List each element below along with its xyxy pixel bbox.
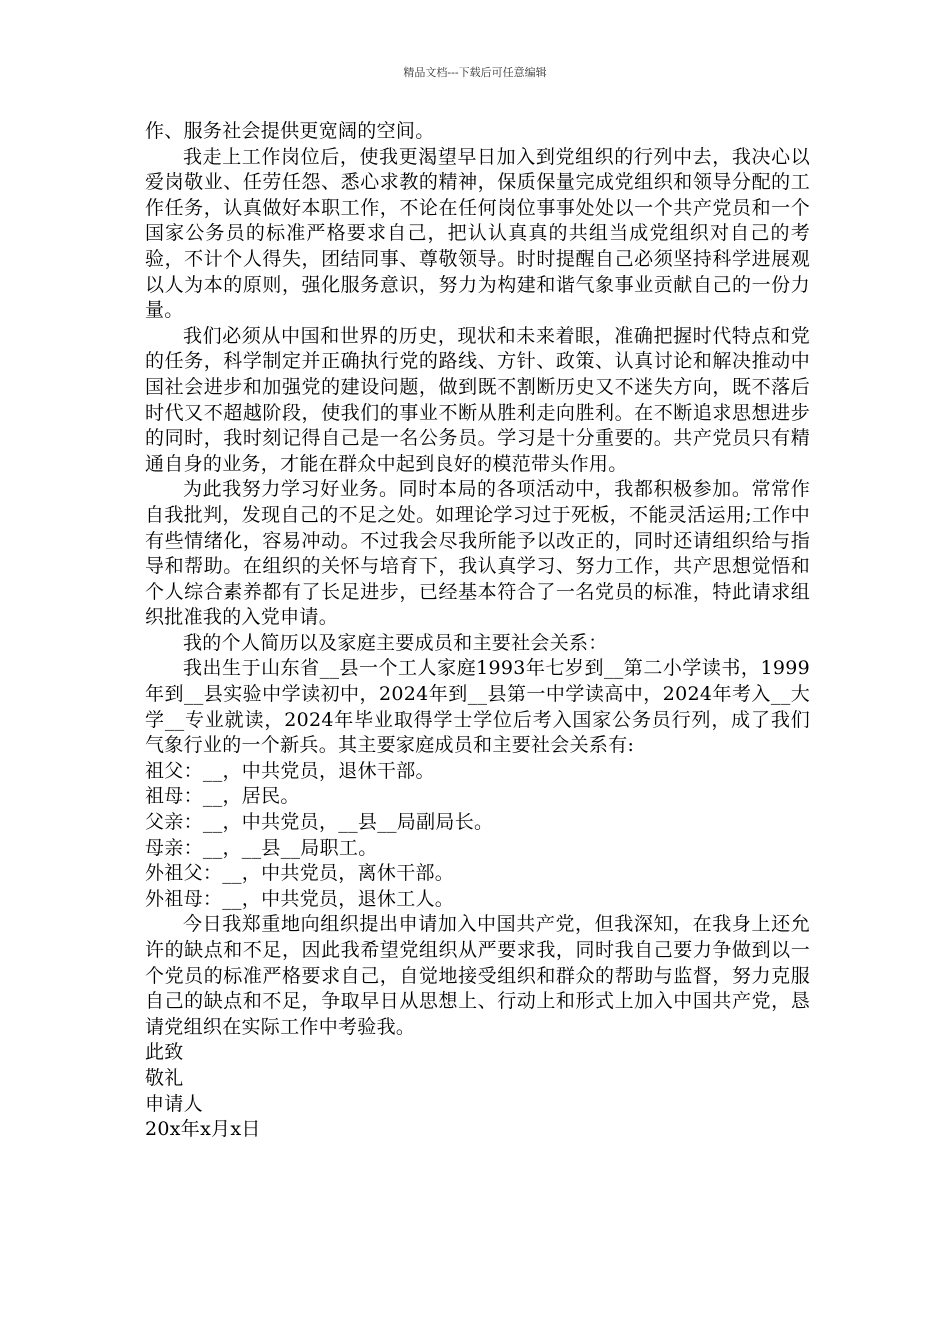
paragraph-work-commitment: 我走上工作岗位后，使我更渴望早日加入到党组织的行列中去，我决心以爱岗敬业、任劳任怨、悉心求教的精神，保质保量完成党组织和领导分配的工作任务，认真做好本职工作，不论在任何岗位事事处处以一个共产党员和一个国家公务员的标准严格要求自己，把认认真真的共组当成党组织对自己的考验，不计个人得失，团结同事、尊敬领导。时时提醒自己必须坚持科学进展观以人为本的原则，强化服务意识，努力为构建和谐气象事业贡献自己的一份力量。 (145, 145, 810, 322)
family-maternal-grandmother: 外祖母：__，中共党员，退休工人。 (145, 887, 455, 910)
family-maternal-grandfather: 外祖父：__，中共党员，离休干部。 (145, 862, 455, 885)
closing-salutation-2: 敬礼 (145, 1066, 184, 1089)
page-header: 精品文档---下载后可任意编辑 (403, 66, 547, 79)
family-father: 父亲：__，中共党员，__县__局副局长。 (145, 811, 494, 834)
closing-date: 20x年x月x日 (145, 1118, 261, 1141)
paragraph-final-request: 今日我郑重地向组织提出申请加入中国共产党，但我深知，在我身上还允许的缺点和不足，因此我希望党组织从严要求我，同时我自己要力争做到以一个党员的标准严格要求自己，自觉地接受组织和群众的帮助与监督，努力克服自己的缺点和不足，争取早日从思想上、行动上和形式上加入中国共产党，恳请党组织在实际工作中考验我。 (145, 913, 810, 1038)
document-body (145, 119, 810, 1143)
paragraph-self-criticism: 为此我努力学习好业务。同时本局的各项活动中，我都积极参加。常常作自我批判，发现自己的不足之处。如理论学习过于死板，不能灵活运用;工作中有些情绪化，容易冲动。不过我会尽我所能予以改正的，同时还请组织给与指导和帮助。在组织的关怀与培育下，我认真学习、努力工作，共产思想觉悟和个人综合素养都有了长足进步，已经基本符合了一名党员的标准，特此请求组织批准我的入党申请。 (145, 478, 810, 629)
closing-applicant: 申请人 (145, 1092, 203, 1115)
paragraph-history-perspective: 我们必须从中国和世界的历史，现状和未来着眼，准确把握时代特点和党的任务，科学制定并正确执行党的路线、方针、政策、认真讨论和解决推动中国社会进步和加强党的建设问题，做到既不割断历史又不迷失方向，既不落后时代又不超越阶段，使我们的事业不断从胜利走向胜利。在不断追求思想进步的同时，我时刻记得自己是一名公务员。学习是十分重要的。共产党员只有精通自身的业务，才能在群众中起到良好的模范带头作用。 (145, 324, 810, 475)
paragraph-continuation: 作、服务社会提供更宽阔的空间。 (145, 120, 435, 142)
family-mother: 母亲：__，__县__局职工。 (145, 836, 378, 859)
family-grandfather: 祖父：__，中共党员，退休干部。 (145, 759, 435, 782)
family-grandmother: 祖母：__，居民。 (145, 785, 300, 808)
paragraph-resume: 我出生于山东省__县一个工人家庭1993年七岁到__第二小学读书，1999年到__县实验中学读初中，2024年到__县第一中学读高中，2024年考入__大学__专业就读，2024年毕业取得学士学位后考入国家公务员行列，成了我们气象行业的一个新兵。其主要家庭成员和主要社会关系有: (145, 657, 810, 757)
closing-salutation-1: 此致 (145, 1041, 184, 1064)
paragraph-resume-heading: 我的个人简历以及家庭主要成员和主要社会关系： (183, 631, 608, 654)
